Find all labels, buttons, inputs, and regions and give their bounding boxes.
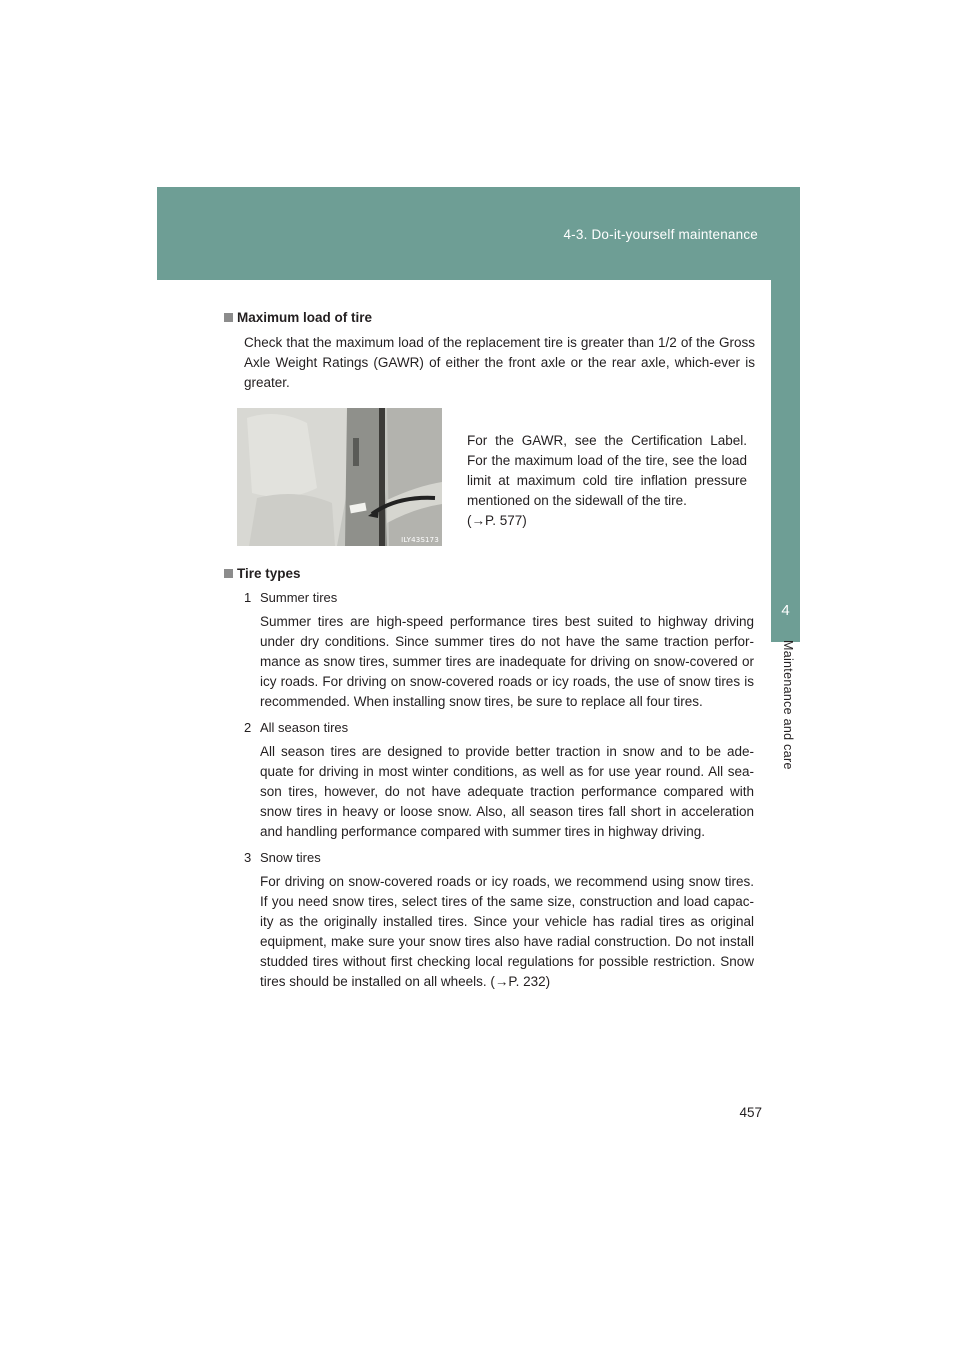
certification-caption [467, 431, 747, 531]
item-title: All season tires [260, 720, 349, 735]
snow-tires-label [244, 850, 321, 865]
figure-code: ILY43S173 [401, 536, 439, 544]
max-load-heading-text: Maximum load of tire [237, 310, 373, 325]
all-season-tires-label [244, 720, 348, 735]
certification-label-photo [237, 408, 442, 546]
max-load-heading [224, 310, 372, 325]
caption-line-1: For the GAWR, see the Certification Label. [467, 433, 747, 448]
caption-line-3: limit at maximum cold tire inflation pressure [467, 473, 747, 488]
square-bullet-icon [224, 569, 233, 578]
item-number: 3 [244, 850, 252, 865]
chapter-tab[interactable] [771, 280, 800, 642]
tire-types-heading-text: Tire types [237, 566, 301, 581]
item-title: Summer tires [260, 590, 338, 605]
page-reference-577[interactable]: (→P. 577) [467, 513, 527, 528]
chapter-name: Maintenance and care [781, 640, 795, 770]
page-number: 457 [739, 1105, 762, 1120]
chapter-number: 4 [781, 602, 790, 619]
all-season-tires-body: All season tires are designed to provide better traction in snow and to be ade-quate for driving in most winter conditions, as well as for use year round. All sea-son tires, however, do not have adequate traction performance compared with snow tires in heavy or loose snow. Also, all season tires fall short in acceleration and handling performance compared with summer tires in highway driving. [260, 744, 754, 839]
section-title: 4-3. Do-it-yourself maintenance [563, 227, 758, 242]
item-title: Snow tires [260, 850, 321, 865]
caption-line-2: For the maximum load of the tire, see the load [467, 453, 747, 468]
item-number: 1 [244, 590, 252, 605]
snow-tires-body: For driving on snow-covered roads or icy roads, we recommend using snow tires. If you need snow tires, select tires of the same size, construction and load capac-ity as the originally installed tires. Since your vehicle has radial tires as original equipment, make sure your snow tires also have radial construction. Do not install studded tires without first checking local regulations for possible restriction. Snow tires should be installed on all wheels. (→P. 232) [260, 874, 754, 989]
tire-types-heading [224, 566, 301, 581]
header-band [157, 187, 800, 280]
summer-tires-label [244, 590, 337, 605]
square-bullet-icon [224, 313, 233, 322]
item-number: 2 [244, 720, 252, 735]
summer-tires-body: Summer tires are high-speed performance tires best suited to highway driving under dry conditions. Since summer tires do not have the same traction perfor-mance as snow tires, summer tires are inadequate for driving on snow-covered or icy roads. For driving on snow-covered roads or icy roads, the use of snow tires is recommended. When installing snow tires, be sure to replace all four tires. [260, 614, 754, 709]
caption-line-4: mentioned on the sidewall of the tire. [467, 493, 687, 508]
door-jamb-image [237, 408, 442, 546]
max-load-body: Check that the maximum load of the replacement tire is greater than 1/2 of the Gross Axle Weight Ratings (GAWR) of either the front axle or the rear axle, which-ever is greater. [244, 335, 755, 390]
